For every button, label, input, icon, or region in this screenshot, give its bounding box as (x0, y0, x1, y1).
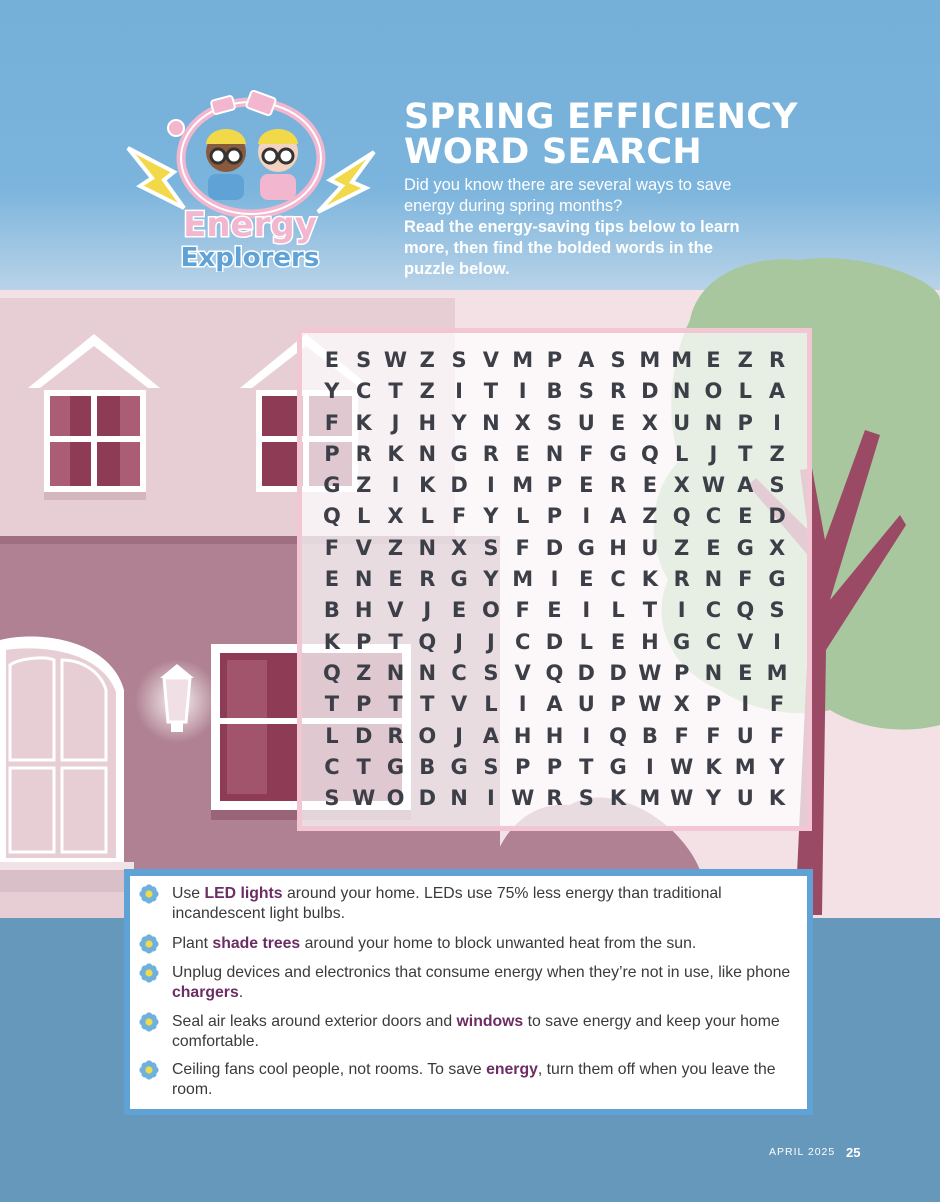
flower-bullet-icon (139, 884, 159, 904)
grid-letter[interactable]: P (546, 754, 563, 779)
grid-letter[interactable]: Q (672, 504, 691, 529)
grid-letter[interactable]: H (418, 410, 437, 435)
grid-letter[interactable]: D (450, 473, 468, 498)
grid-letter[interactable]: P (610, 692, 626, 717)
grid-letter[interactable]: Q (418, 629, 437, 654)
page-title (404, 97, 884, 172)
grid-letter[interactable]: K (768, 786, 786, 811)
grid-letter[interactable]: N (482, 410, 500, 435)
grid-letter[interactable]: S (769, 473, 785, 498)
title-line2: WORD SEARCH (404, 132, 702, 172)
grid-letter[interactable]: M (766, 660, 788, 685)
grid-letter[interactable]: N (418, 660, 437, 685)
grid-letter[interactable]: J (423, 598, 432, 623)
grid-letter[interactable]: P (514, 754, 531, 779)
grid-letter[interactable]: E (610, 629, 626, 654)
grid-letter[interactable]: Z (674, 535, 690, 560)
grid-letter[interactable]: L (325, 723, 339, 748)
grid-letter[interactable]: C (705, 629, 722, 654)
grid-letter[interactable]: G (768, 567, 786, 592)
grid-letter[interactable]: E (610, 410, 626, 435)
tip-keyword: LED lights (204, 885, 283, 902)
grid-letter[interactable]: F (738, 567, 753, 592)
grid-letter[interactable]: N (418, 441, 437, 466)
grid-letter[interactable]: R (355, 441, 372, 466)
grid-letter[interactable]: D (641, 379, 659, 404)
grid-letter[interactable]: I (773, 410, 781, 435)
tip-item (172, 1012, 797, 1051)
title-line1: SPRING EFFICIENCY (404, 97, 798, 137)
grid-letter[interactable]: I (486, 473, 495, 498)
logo-line1: Energy (183, 205, 317, 245)
grid-letter[interactable]: I (582, 723, 591, 748)
grid-letter[interactable]: R (673, 567, 690, 592)
grid-letter[interactable]: U (736, 786, 754, 811)
grid-letter[interactable]: S (546, 410, 563, 435)
grid-letter[interactable]: P (546, 504, 563, 529)
tip-text: Unplug devices and electronics that consume energy when they’re not in use, like phone (172, 964, 791, 981)
grid-letter[interactable]: A (768, 379, 786, 404)
grid-letter[interactable]: I (391, 473, 400, 498)
intro-text: Did you know there are several ways to save energy during spring months? (404, 176, 732, 215)
grid-letter[interactable]: S (610, 348, 626, 372)
grid-letter[interactable]: Y (483, 504, 499, 529)
grid-letter[interactable]: T (483, 379, 499, 404)
grid-letter[interactable]: G (673, 629, 691, 654)
grid-letter[interactable]: S (356, 348, 372, 372)
flower-bullet-icon (139, 1060, 159, 1080)
grid-letter[interactable]: A (482, 723, 500, 748)
tip-item (172, 1060, 797, 1099)
grid-letter[interactable]: D (609, 660, 627, 685)
grid-letter[interactable]: V (737, 629, 754, 654)
grid-letter[interactable]: H (641, 629, 659, 654)
tip-item (172, 884, 797, 923)
flower-bullet-icon (139, 934, 159, 954)
grid-letter[interactable]: K (419, 473, 436, 498)
grid-letter[interactable]: M (639, 348, 661, 372)
grid-letter[interactable]: S (483, 754, 499, 779)
grid-letter[interactable]: F (515, 535, 530, 560)
grid-letter[interactable]: E (451, 598, 467, 623)
grid-letter[interactable]: Z (642, 504, 658, 529)
grid-letter[interactable]: P (355, 629, 372, 654)
grid-letter[interactable]: R (768, 348, 786, 372)
grid-letter[interactable]: N (354, 567, 373, 592)
grid-letter[interactable]: K (355, 410, 372, 435)
grid-letter[interactable]: O (481, 598, 500, 623)
grid-letter[interactable]: I (518, 692, 527, 717)
grid-letter[interactable]: Z (356, 473, 372, 498)
grid-letter[interactable]: F (324, 410, 340, 435)
grid-letter[interactable]: G (323, 473, 341, 498)
grid-letter[interactable]: D (418, 786, 436, 811)
grid-letter[interactable]: X (514, 410, 531, 435)
grid-letter[interactable]: T (324, 692, 340, 717)
grid-letter[interactable]: O (418, 723, 437, 748)
grid-letter[interactable]: G (450, 441, 468, 466)
grid-letter[interactable]: S (451, 348, 467, 372)
grid-letter[interactable]: Y (324, 379, 340, 404)
grid-letter[interactable]: Q (640, 441, 659, 466)
grid-letter[interactable]: W (638, 660, 662, 685)
grid-letter[interactable]: B (546, 379, 563, 404)
tip-keyword: chargers (172, 983, 239, 1001)
grid-letter[interactable]: F (706, 723, 721, 748)
grid-letter[interactable]: F (674, 723, 689, 748)
grid-letter[interactable]: V (482, 348, 500, 372)
grid-letter[interactable]: V (450, 692, 468, 717)
grid-letter[interactable]: W (701, 473, 726, 498)
grid-letter[interactable]: E (579, 567, 594, 592)
grid-letter[interactable]: U (577, 692, 595, 717)
grid-letter[interactable]: Z (387, 535, 404, 560)
tip-keyword: shade trees (212, 935, 301, 952)
grid-letter[interactable]: J (455, 629, 463, 654)
grid-letter[interactable]: P (355, 692, 372, 717)
grid-letter[interactable]: Y (705, 786, 722, 811)
grid-letter[interactable]: K (705, 754, 722, 779)
grid-letter[interactable]: P (737, 410, 753, 435)
grid-letter[interactable]: E (324, 567, 340, 592)
grid-letter[interactable]: T (738, 441, 753, 466)
grid-letter[interactable]: B (323, 598, 340, 623)
grid-letter[interactable]: W (638, 692, 662, 717)
grid-letter[interactable]: U (736, 723, 754, 748)
grid-letter[interactable]: I (518, 379, 527, 404)
grid-letter[interactable]: N (704, 410, 723, 435)
grid-letter[interactable]: X (768, 535, 786, 560)
grid-letter[interactable]: G (386, 754, 405, 779)
front-door (0, 637, 134, 918)
grid-letter[interactable]: L (484, 692, 498, 717)
grid-letter[interactable]: J (486, 629, 495, 654)
grid-letter[interactable]: Q (322, 504, 341, 529)
grid-letter[interactable]: F (769, 692, 785, 717)
grid-letter[interactable]: W (670, 754, 694, 779)
grid-letter[interactable]: C (705, 504, 722, 529)
grid-letter[interactable]: D (545, 535, 564, 560)
grid-letter[interactable]: G (736, 535, 754, 560)
grid-letter[interactable]: E (642, 473, 658, 498)
grid-letter[interactable]: T (420, 692, 435, 717)
grid-letter[interactable]: X (450, 535, 468, 560)
grid-letter[interactable]: I (677, 598, 686, 623)
grid-letter[interactable]: E (706, 348, 721, 372)
grid-letter[interactable]: Q (545, 660, 564, 685)
grid-letter[interactable]: H (609, 535, 627, 560)
grid-letter[interactable]: E (579, 473, 594, 498)
grid-letter[interactable]: C (610, 567, 626, 592)
grid-letter[interactable]: C (355, 379, 372, 404)
grid-letter[interactable]: N (386, 660, 405, 685)
lightning-bolt-icon (128, 148, 184, 208)
grid-letter[interactable]: S (578, 379, 594, 404)
grid-letter[interactable]: M (671, 348, 693, 372)
grid-letter[interactable]: I (741, 692, 750, 717)
grid-letter[interactable]: G (609, 754, 627, 779)
grid-letter[interactable]: S (483, 660, 499, 685)
grid-letter[interactable]: M (512, 567, 534, 592)
grid-letter[interactable]: S (578, 786, 594, 811)
grid-letter[interactable]: R (609, 379, 627, 404)
grid-letter[interactable]: T (356, 754, 371, 779)
grid-letter[interactable]: L (357, 504, 371, 529)
grid-letter[interactable]: R (419, 567, 436, 592)
grid-letter[interactable]: X (673, 473, 690, 498)
grid-letter[interactable]: L (420, 504, 434, 529)
grid-letter[interactable]: E (738, 504, 753, 529)
grid-letter[interactable]: W (352, 786, 376, 811)
grid-letter[interactable]: B (641, 723, 658, 748)
tip-item (172, 963, 797, 1002)
grid-letter[interactable]: A (546, 692, 563, 717)
grid-letter[interactable]: E (324, 348, 340, 372)
grid-letter[interactable]: P (324, 441, 340, 466)
grid-letter[interactable]: W (670, 786, 694, 811)
grid-letter[interactable]: I (455, 379, 463, 404)
grid-letter[interactable]: H (513, 723, 532, 748)
tip-text: Plant (172, 935, 213, 952)
grid-letter[interactable]: Z (737, 348, 753, 372)
grid-letter[interactable]: X (641, 410, 658, 435)
grid-letter[interactable]: B (419, 754, 436, 779)
grid-letter[interactable]: P (546, 348, 563, 372)
lamp-icon (135, 659, 219, 743)
grid-letter[interactable]: J (709, 441, 718, 466)
grid-letter[interactable]: L (674, 441, 689, 466)
tip-text: around your home. LEDs use 75% less energy than traditional incandescent light bulbs. (172, 885, 722, 922)
grid-letter[interactable]: G (577, 535, 595, 560)
grid-letter[interactable]: T (642, 598, 658, 623)
grid-letter[interactable]: C (705, 598, 722, 623)
grid-letter[interactable]: P (705, 692, 722, 717)
grid-letter[interactable]: Q (609, 723, 627, 748)
grid-letter[interactable]: E (547, 598, 562, 623)
grid-letter[interactable]: N (450, 786, 468, 811)
tip-text: Use (172, 885, 205, 902)
grid-letter[interactable]: S (769, 598, 785, 623)
grid-letter[interactable]: F (324, 535, 340, 560)
grid-letter[interactable]: E (706, 535, 721, 560)
grid-letter[interactable]: R (482, 441, 499, 466)
grid-letter[interactable]: N (672, 379, 691, 404)
grid-letter[interactable]: F (451, 504, 467, 529)
flower-bullet-icon (139, 1012, 159, 1032)
grid-letter[interactable]: N (418, 535, 437, 560)
grid-letter[interactable]: R (609, 473, 627, 498)
grid-letter[interactable]: W (383, 348, 408, 372)
grid-letter[interactable]: X (387, 504, 404, 529)
word-search-grid (316, 345, 794, 815)
grid-letter[interactable]: N (545, 441, 564, 466)
grid-letter[interactable]: U (641, 535, 659, 560)
tip-keyword: energy (486, 1061, 538, 1078)
grid-letter[interactable]: M (512, 348, 534, 372)
tip-text: Ceiling fans cool people, not rooms. To save (172, 1061, 487, 1078)
grid-letter[interactable]: Q (736, 598, 755, 623)
grid-letter[interactable]: Y (483, 567, 499, 592)
flower-bullet-icon (139, 963, 159, 983)
grid-letter[interactable]: T (388, 629, 403, 654)
grid-letter[interactable]: K (323, 629, 341, 654)
grid-letter[interactable]: Y (769, 754, 785, 779)
grid-letter[interactable]: M (512, 473, 534, 498)
grid-letter[interactable]: V (387, 598, 404, 623)
grid-letter[interactable]: H (354, 598, 373, 623)
grid-letter[interactable]: Z (356, 660, 372, 685)
grid-letter[interactable]: W (511, 786, 535, 811)
grid-letter[interactable]: P (546, 473, 563, 498)
grid-letter[interactable]: C (514, 629, 531, 654)
grid-letter[interactable]: T (579, 754, 594, 779)
grid-letter[interactable]: L (738, 379, 752, 404)
grid-letter[interactable]: F (769, 723, 785, 748)
grid-letter[interactable]: T (388, 379, 403, 404)
grid-letter[interactable]: Z (419, 348, 435, 372)
grid-letter[interactable]: A (578, 348, 595, 372)
grid-letter[interactable]: K (387, 441, 404, 466)
lightning-bolt-icon (318, 152, 374, 212)
grid-letter[interactable]: D (354, 723, 373, 748)
grid-letter[interactable]: A (609, 504, 627, 529)
grid-letter[interactable]: G (450, 754, 468, 779)
grid-letter[interactable]: N (704, 567, 723, 592)
tip-text: to save energy and keep your home comfortable. (172, 1013, 780, 1050)
grid-letter[interactable]: D (577, 660, 595, 685)
grid-letter[interactable]: I (773, 629, 781, 654)
energy-explorers-logo (122, 90, 380, 272)
instruction-text: Read the energy-saving tips below to learn more, then find the bolded words in the puzzle below. (404, 218, 740, 278)
grid-letter[interactable]: G (450, 567, 468, 592)
grid-letter[interactable]: A (737, 473, 754, 498)
grid-letter[interactable]: K (609, 786, 627, 811)
grid-letter[interactable]: E (738, 660, 753, 685)
grid-letter[interactable]: C (451, 660, 467, 685)
grid-letter[interactable]: O (386, 786, 405, 811)
grid-letter[interactable]: J (455, 723, 463, 748)
tips-list (130, 876, 807, 1109)
grid-letter[interactable]: R (546, 786, 563, 811)
grid-letter[interactable]: X (673, 692, 690, 717)
tip-text: Seal air leaks around exterior doors and (172, 1013, 457, 1030)
grid-letter[interactable]: I (645, 754, 654, 779)
grid-letter[interactable]: O (704, 379, 723, 404)
grid-letter[interactable]: U (673, 410, 691, 435)
grid-letter[interactable]: I (550, 567, 559, 592)
grid-letter[interactable]: D (768, 504, 786, 529)
grid-letter[interactable]: F (579, 441, 594, 466)
grid-letter[interactable]: N (704, 660, 723, 685)
grid-letter[interactable]: U (577, 410, 595, 435)
grid-letter[interactable]: S (324, 786, 340, 811)
issue-date: APRIL 2025 (769, 1146, 836, 1158)
grid-letter[interactable]: C (324, 754, 340, 779)
tip-text: around your home to block unwanted heat from the sun. (300, 935, 697, 952)
grid-letter[interactable]: Z (419, 379, 435, 404)
grid-letter[interactable]: F (515, 598, 530, 623)
tip-text: . (238, 983, 244, 1001)
grid-letter[interactable]: V (355, 535, 372, 560)
grid-letter[interactable]: L (515, 504, 530, 529)
grid-letter[interactable]: G (609, 441, 627, 466)
grid-letter[interactable]: K (641, 567, 658, 592)
grid-letter[interactable]: P (673, 660, 690, 685)
grid-letter[interactable]: M (734, 754, 756, 779)
grid-letter[interactable]: V (514, 660, 531, 685)
grid-letter[interactable]: S (483, 535, 499, 560)
grid-letter[interactable]: I (486, 786, 495, 811)
grid-letter[interactable]: I (582, 598, 591, 623)
grid-letter[interactable]: J (391, 410, 400, 435)
grid-letter[interactable]: T (388, 692, 403, 717)
grid-letter[interactable]: L (611, 598, 625, 623)
grid-letter[interactable]: Q (322, 660, 341, 685)
grid-letter[interactable]: H (545, 723, 564, 748)
grid-letter[interactable]: E (388, 567, 403, 592)
logo-line2: Explorers (180, 243, 320, 272)
tip-item (172, 934, 797, 954)
page-number: 25 (846, 1145, 861, 1160)
tip-text: , turn them off when you leave the room. (172, 1061, 776, 1098)
tip-keyword: windows (456, 1013, 524, 1030)
grid-letter[interactable]: M (639, 786, 661, 811)
grid-letter[interactable]: E (515, 441, 530, 466)
grid-letter[interactable]: Y (451, 410, 467, 435)
grid-letter[interactable]: I (582, 504, 591, 529)
grid-letter[interactable]: R (387, 723, 404, 748)
grid-letter[interactable]: L (579, 629, 593, 654)
grid-letter[interactable]: Z (769, 441, 785, 466)
grid-letter[interactable]: D (545, 629, 564, 654)
